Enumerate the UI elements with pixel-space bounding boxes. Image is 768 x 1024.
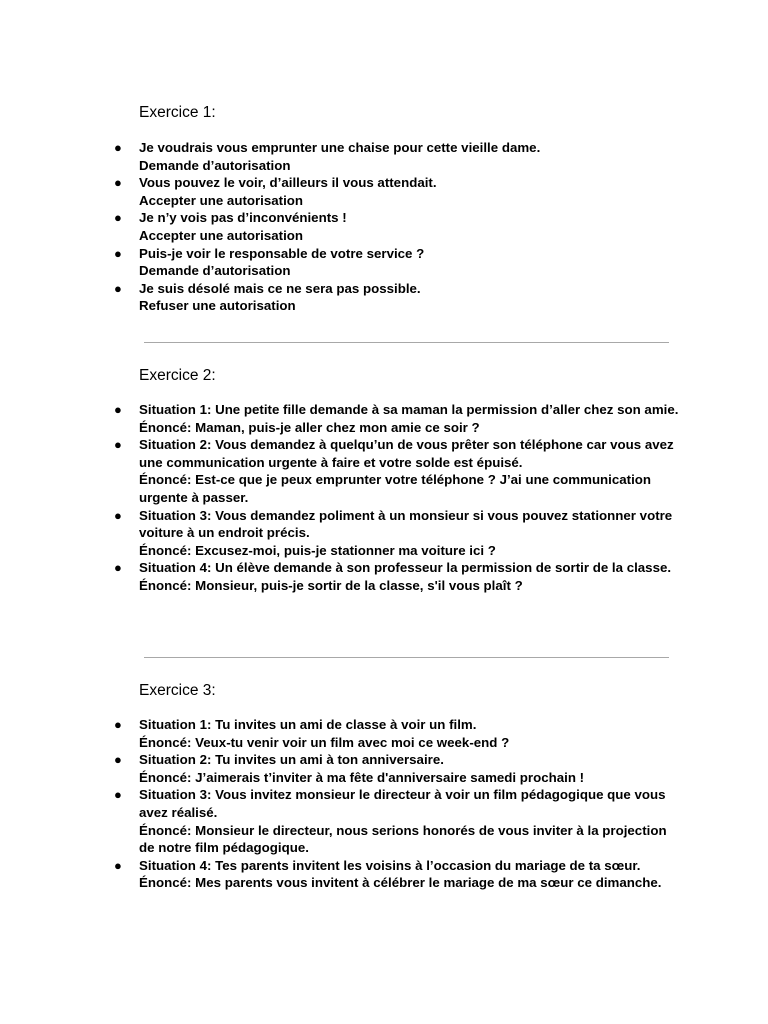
bullet-icon: ● bbox=[114, 280, 122, 296]
exercice-2-title: Exercice 2: bbox=[139, 367, 216, 384]
list-item bbox=[0, 280, 679, 315]
list-item bbox=[0, 716, 679, 751]
situation-text: Situation 1: Tu invites un ami de classe à voir un film. bbox=[139, 717, 477, 732]
bullet-icon: ● bbox=[114, 560, 122, 576]
exercice-3-list bbox=[0, 716, 768, 892]
situation-text: Situation 2: Tu invites un ami à ton anniversaire. bbox=[139, 752, 444, 768]
list-item bbox=[0, 174, 679, 209]
answer: Demande d’autorisation bbox=[139, 263, 291, 279]
bullet-icon: ● bbox=[114, 507, 122, 523]
exercice-2-list bbox=[0, 401, 768, 595]
enonce-text: Énoncé: J’aimerais t’inviter à ma fête d'anniversaire samedi prochain ! bbox=[139, 769, 585, 785]
bullet-icon: ● bbox=[114, 857, 122, 873]
enonce-text: Énoncé: Excusez-moi, puis-je stationner ma voiture ici ? bbox=[139, 542, 496, 558]
sentence: Je suis désolé mais ce ne sera pas possible. bbox=[139, 280, 421, 296]
enonce-text: Énoncé: Maman, puis-je aller chez mon amie ce soir ? bbox=[139, 419, 480, 435]
list-item bbox=[0, 559, 679, 594]
enonce-text: Énoncé: Mes parents vous invitent à célébrer le mariage de ma sœur ce dimanche. bbox=[139, 875, 662, 891]
enonce-text: Énoncé: Est-ce que je peux emprunter votre téléphone ? J’ai une communication urgente à passer. bbox=[139, 472, 652, 505]
bullet-icon: ● bbox=[114, 210, 122, 226]
list-item bbox=[0, 401, 679, 436]
situation-text: Situation 4: Un élève demande à son professeur la permission de sortir de la classe. bbox=[139, 560, 672, 576]
list-item bbox=[0, 209, 679, 244]
situation-text: Situation 3: Vous invitez monsieur le directeur à voir un film pédagogique que vous avez réalisé. bbox=[139, 787, 666, 820]
bullet-icon: ● bbox=[114, 787, 122, 803]
bullet-icon: ● bbox=[114, 717, 122, 732]
bullet-icon: ● bbox=[114, 402, 122, 417]
list-item bbox=[0, 751, 679, 786]
section-divider bbox=[144, 342, 669, 343]
answer: Accepter une autorisation bbox=[139, 192, 304, 208]
exercice-1-title: Exercice 1: bbox=[139, 104, 216, 121]
list-item bbox=[0, 139, 679, 174]
bullet-icon: ● bbox=[114, 437, 122, 453]
exercice-3-title: Exercice 3: bbox=[139, 682, 216, 699]
enonce-text: Énoncé: Monsieur le directeur, nous serions honorés de vous inviter à la projection de notre film pédagogique. bbox=[139, 822, 667, 856]
list-item bbox=[0, 507, 679, 560]
bullet-icon: ● bbox=[114, 752, 122, 768]
sentence: Vous pouvez le voir, d’ailleurs il vous attendait. bbox=[139, 175, 437, 191]
list-item bbox=[0, 436, 679, 506]
situation-text: Situation 2: Vous demandez à quelqu’un de vous prêter son téléphone car vous avez une communication urgente à faire et votre solde est épuisé. bbox=[139, 437, 674, 470]
bullet-icon: ● bbox=[114, 245, 122, 261]
answer: Accepter une autorisation bbox=[139, 227, 304, 243]
sentence: Je voudrais vous emprunter une chaise pour cette vieille dame. bbox=[139, 140, 541, 155]
bullet-icon: ● bbox=[114, 175, 122, 191]
answer: Demande d’autorisation bbox=[139, 157, 291, 173]
exercice-1-list bbox=[0, 139, 768, 315]
list-item bbox=[0, 857, 679, 892]
list-item bbox=[0, 786, 679, 856]
list-item bbox=[0, 245, 679, 280]
situation-text: Situation 4: Tes parents invitent les voisins à l’occasion du mariage de ta sœur. bbox=[139, 857, 641, 873]
situation-text: Situation 1: Une petite fille demande à sa maman la permission d’aller chez son amie. bbox=[139, 402, 679, 417]
enonce-text: Énoncé: Monsieur, puis-je sortir de la classe, s'il vous plaît ? bbox=[139, 577, 523, 593]
bullet-icon: ● bbox=[114, 140, 122, 155]
answer: Refuser une autorisation bbox=[139, 298, 296, 314]
sentence: Je n’y vois pas d’inconvénients ! bbox=[139, 210, 347, 226]
enonce-text: Énoncé: Veux-tu venir voir un film avec moi ce week-end ? bbox=[139, 734, 510, 750]
situation-text: Situation 3: Vous demandez poliment à un monsieur si vous pouvez stationner votre voiture à un endroit précis. bbox=[139, 507, 673, 541]
section-divider bbox=[144, 657, 669, 658]
sentence: Puis-je voir le responsable de votre service ? bbox=[139, 245, 425, 261]
